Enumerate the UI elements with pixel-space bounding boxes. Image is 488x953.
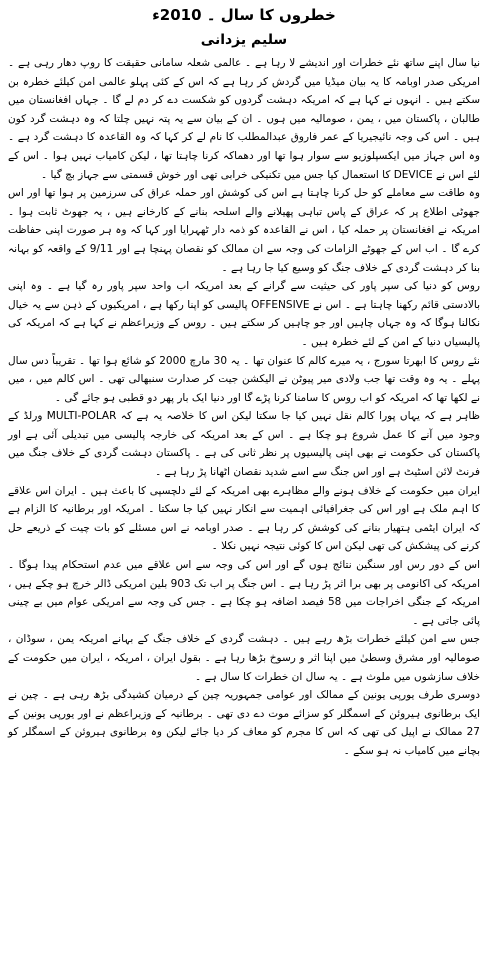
article-title: خطروں کا سال ۔ 2010ء [152,6,336,24]
article-paragraph: جس سے امن کیلئے خطرات بڑھ رہے ہیں ۔ دہشت گردی کے خلاف جنگ کے بہانے امریکہ یمن ، سوڈان ، صومالیہ اور مشرق وسطیٰ میں اپنا اثر و رسوخ بڑھا رہا ہے ۔ بقول ایران ، امریکہ ، ایران میں حکومت کے خلاف سازشوں میں ملوث ہے ۔ یہ سال ان خطرات کا سال ہے ۔ [8,633,480,683]
article-paragraph: دوسری طرف یورپی یونین کے ممالک اور عوامی جمہوریہ چین کے درمیان کشیدگی بڑھ رہی ہے ۔ چین نے ایک برطانوی ہیروئن کے اسمگلر کو سزائے موت دے دی تھی ۔ برطانیہ کے وزیراعظم نے اور یورپی یونین کے 27 ممالک نے اپیل کی تھی کہ اس کا مجرم کو معاف کر دیا جائے لیکن وہ برطانوی ہیروئن کے اسمگلر کو بچانے میں کامیاب نہ ہو سکے ۔ [8,689,480,757]
article-author: سلیم یزدانی [200,32,288,48]
article-paragraph: اس کے دور رس اور سنگین نتائج ہوں گے اور اس کی وجہ سے اس علاقے میں عدم استحکام پیدا ہوگا ۔ امریکہ کی اکانومی پر بھی برا اثر پڑ رہا ہے ۔ اس جنگ پر اب تک 903 بلین امریکی ڈالر خرچ ہو چکے ہیں ، امریکہ کے جنگی اخراجات میں 58 فیصد اضافہ ہو چکا ہے ۔ جس کی وجہ سے امریکی عوام میں بے چینی پائی جاتی ہے ۔ [8,559,481,627]
article-paragraph: نئے روس کا ابھرتا سورج ، یہ میرے کالم کا عنوان تھا ۔ یہ 30 مارچ 2000 کو شائع ہوا تھا ۔ تقریباً دس سال پہلے ۔ یہ وہ وقت تھا جب ولادی میر پیوٹن نے الیکشن جیت کر صدارت سنبھالی تھی ۔ اس کالم میں ، میں نے لکھا تھا کہ امریکہ کو اب روس کا سامنا کرنا پڑے گا اور دنیا ایک بار پھر دو قطبی ہو جائے گی ۔ [8,354,480,404]
article-body [8,54,480,761]
article-paragraph: نیا سال اپنے ساتھ نئے خطرات اور اندیشے لا رہا ہے ۔ عالمی شعلہ سامانی حقیقت کا روپ دھار رہی ہے ۔ امریکی صدر اوبامہ کا یہ بیان میڈیا میں گردش کر رہا ہے کہ اس کے کئی پہلو عالمی امن کیلئے خطرہ بن سکتے ہیں ۔ انہوں نے کہا ہے کہ امریکہ دہشت گردوں کو شکست دے کر دم لے گا ۔ جہاں افغانستان میں طالبان ، پاکستان میں ، یمن ، صومالیہ میں ہوں ۔ ان کے بیان سے یہ پتہ نہیں چلتا کہ وہ دہشت گرد کون ہیں ۔ اس کی وجہ نائیجیریا کے عمر فاروق عبدالمطلب کا نام لے کر کہا کہ وہ القاعدہ کا دہشت گرد ہے ۔ وہ اس جہاز میں ایکسپلوزیو سے سوار ہوا تھا اور دھماکہ کرنا چاہتا تھا ، لیکن کامیاب نہیں ہوا ۔ اس کے لئے اس نے DEVICE کا استعمال کیا جس میں تکنیکی خرابی تھی اور خوش قسمتی سے جہاز بچ گیا ۔ [8,57,480,181]
article-paragraph: ایران میں حکومت کے خلاف ہونے والے مظاہرے بھی امریکہ کے لئے دلچسپی کا باعث ہیں ۔ ایران اس علاقے کا اہم ملک ہے اور اس کی جغرافیائی اہمیت سے انکار نہیں کیا جا سکتا ۔ امریکہ اور برطانیہ کا الزام ہے کہ ایران ایٹمی ہتھیار بنانے کی کوشش کر رہا ہے ۔ صدر اوبامہ نے اس مسئلے کو بات چیت کے ذریعے حل کرنے کی پیشکش کی تھی لیکن اس کا کوئی نتیجہ نہیں نکلا ۔ [8,484,480,553]
article-paragraph: روس کو دنیا کی سپر پاور کی حیثیت سے گرانے کے بعد امریکہ اب واحد سپر پاور رہ گیا ہے ۔ وہ اپنی بالادستی قائم رکھنا چاہتا ہے ۔ اس نے OFFENSIVE پالیسی کو اپنا رکھا ہے ، امریکیوں کے ذہن سے یہ خیال نکالنا ہوگا کہ وہ جہاں چاہیں اور جو چاہیں کر سکتے ہیں ۔ روس کے وزیراعظم نے کہا ہے کہ امریکہ کی پالیسیاں دنیا کے امن کے لئے خطرہ ہیں ۔ [8,280,481,348]
article-paragraph: وہ طاقت سے معاملے کو حل کرنا چاہتا ہے اس کی کوشش اور حملہ عراق کی سرزمین پر ہوا تھا اور اس جھوٹی اطلاع پر کہ عراق کے پاس تباہی پھیلانے والے اسلحہ بنانے کے کارخانے ہیں ، یہ جھوٹ ثابت ہوا ۔ امریکہ نے افغانستان پر حملہ کیا ، اس نے القاعدہ کو ذمہ دار ٹھہرایا اور کہا کہ وہ ہر صورت اپنی حفاظت کرے گا ۔ اب اس کے جھوٹے الزامات کی وجہ سے ان ممالک کو نقصان پہنچا ہے اور 9/11 کے واقعہ کو بہانہ بنا کر دہشت گردی کے خلاف جنگ کو وسیع کیا جا رہا ہے ۔ [8,187,480,274]
article-paragraph: ظاہر ہے کہ یہاں پورا کالم نقل نہیں کیا جا سکتا لیکن اس کا خلاصہ یہ ہے کہ MULTI-POLAR ورلڈ کے وجود میں آنے کا عمل شروع ہو چکا ہے ۔ اس کے بعد امریکہ کی خارجہ پالیسی میں تبدیلی آئی ہے اور پاکستان کی حکومت نے بھی اپنی پالیسیوں پر نظر ثانی کی ہے ۔ پاکستان دہشت گردی کے خلاف جنگ میں فرنٹ لائن اسٹیٹ ہے اور اس جنگ سے اسے شدید نقصان اٹھانا پڑ رہا ہے ۔ [8,410,480,479]
